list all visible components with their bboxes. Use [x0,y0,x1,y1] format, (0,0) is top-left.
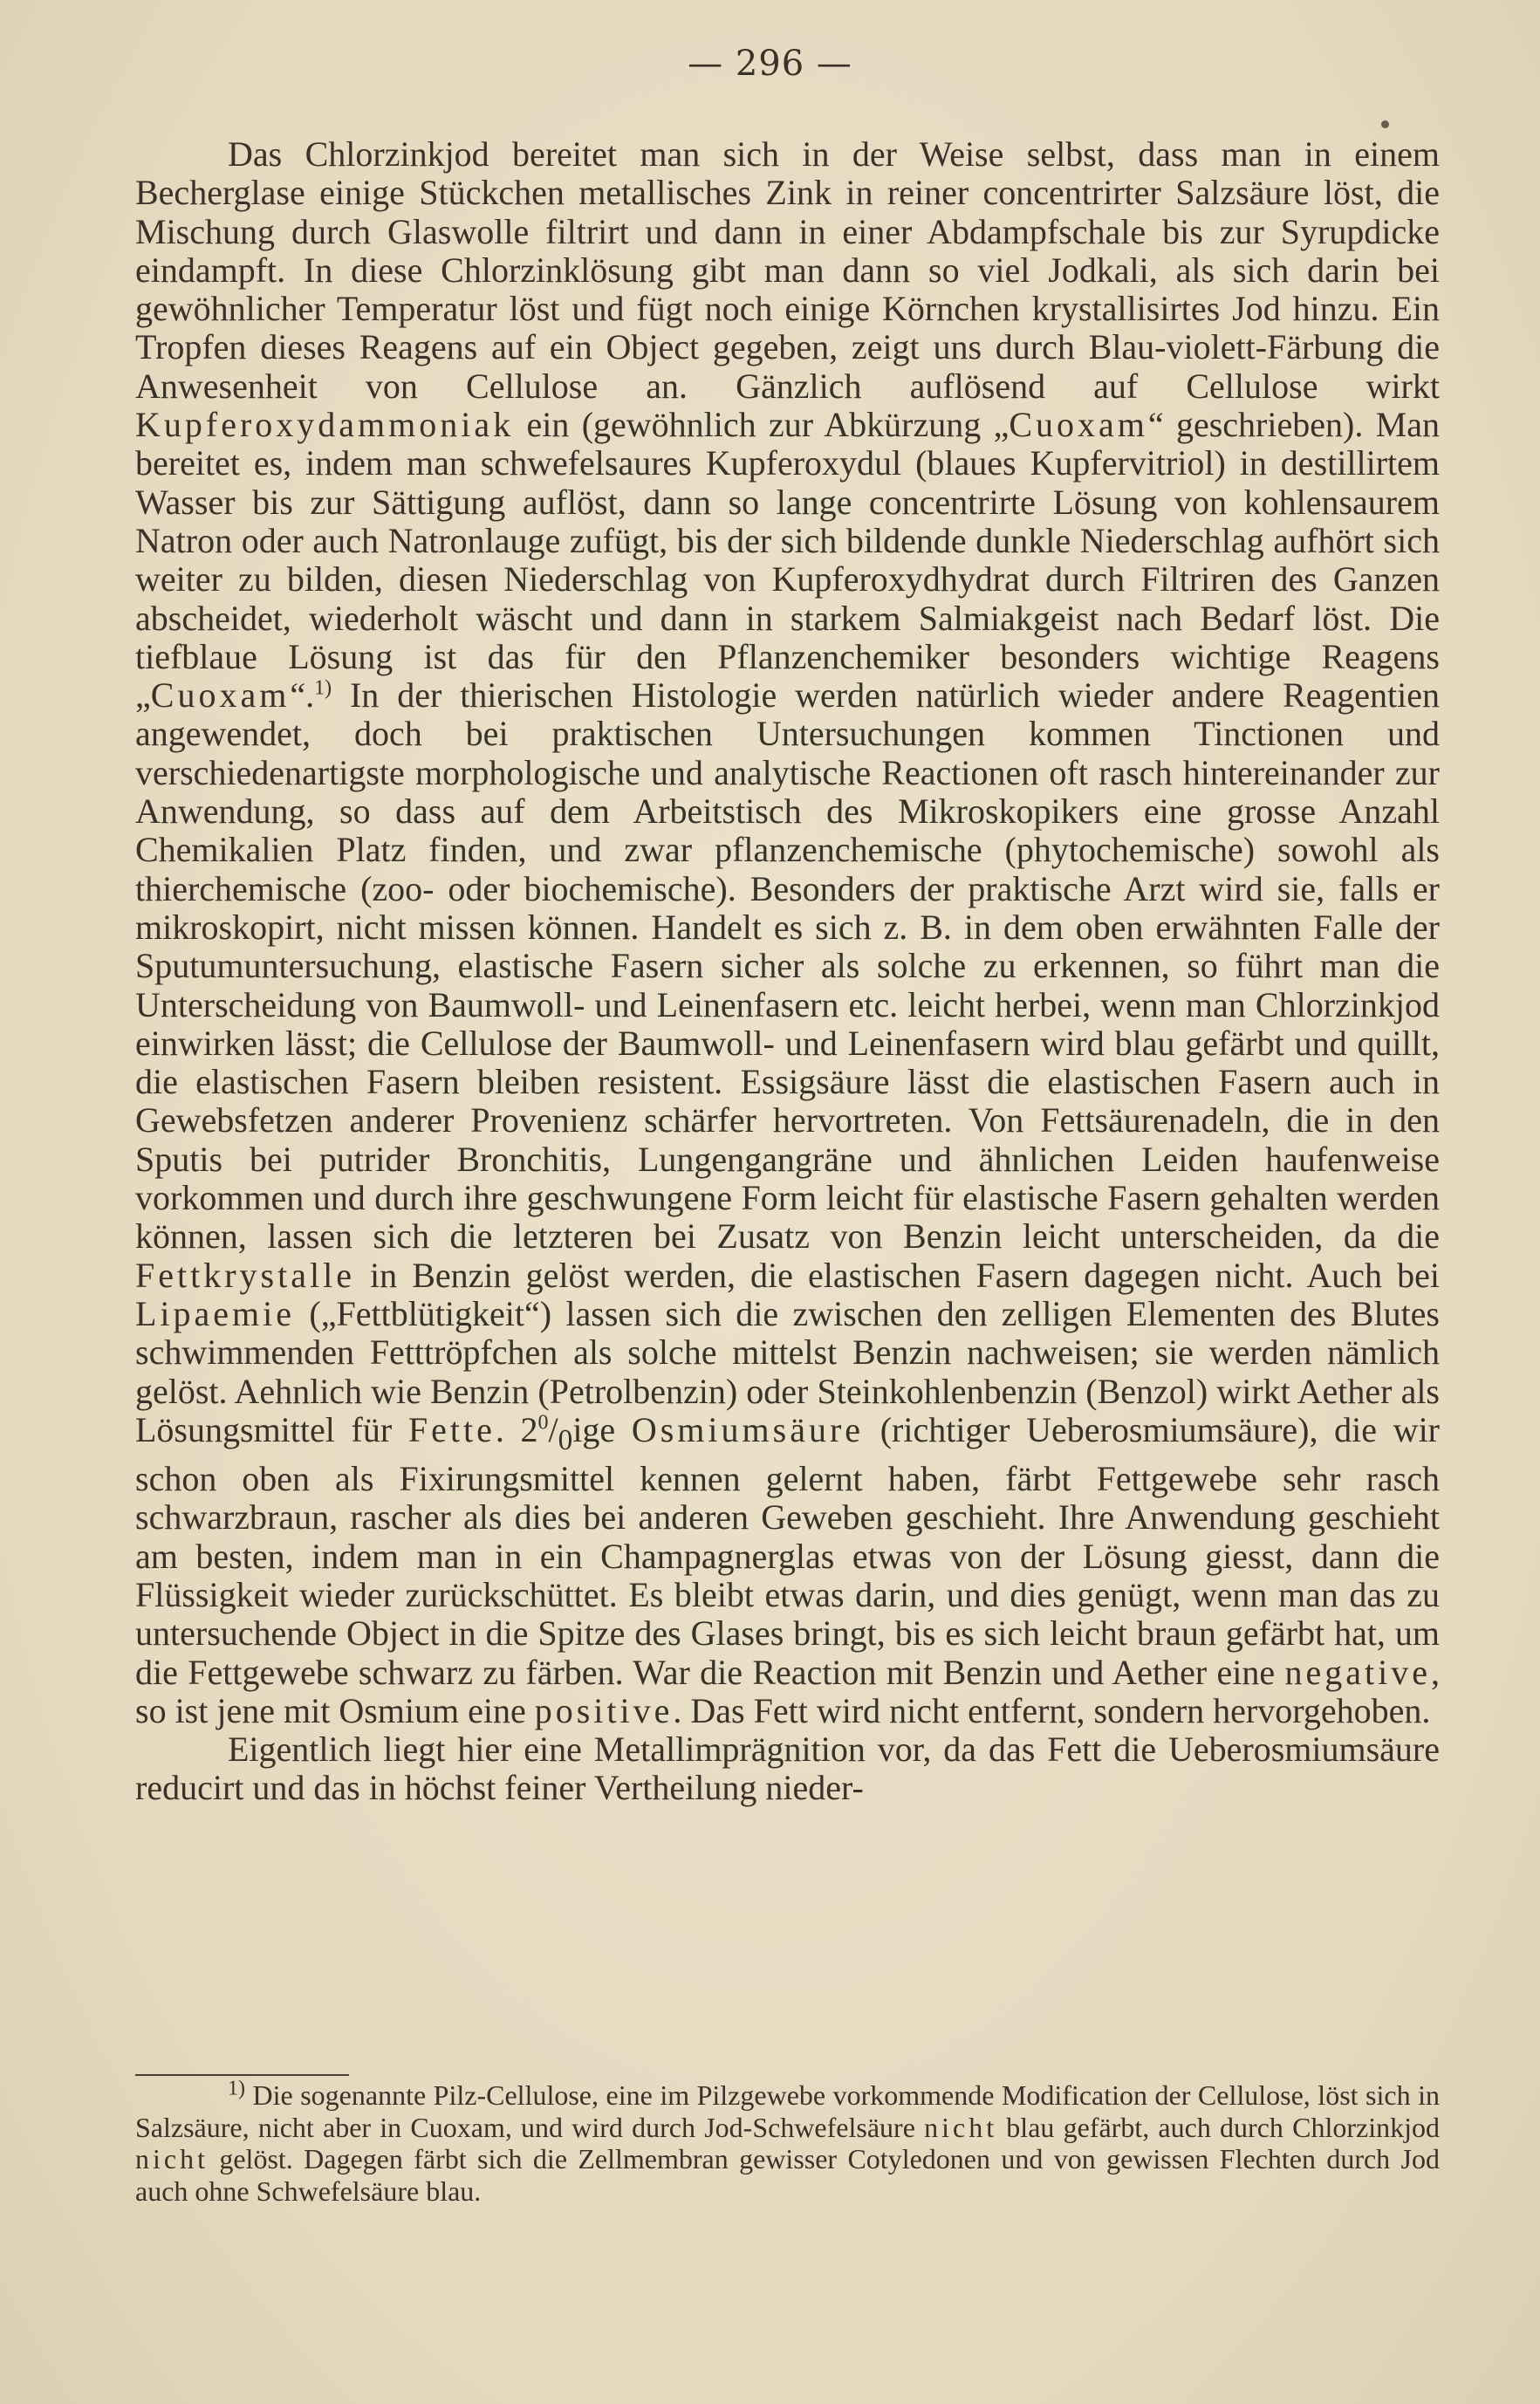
text-run: Die sogenannte Pilz-Cellulose, eine im Pilzgewebe vorkommende Modification der Cellulose, löst sich in Salzsäure, nicht aber in Cuoxam, und wird durch Jod-Schwefelsäure [135,2079,1440,2143]
body-text [135,135,1440,1808]
text-run: gelöst. Dagegen färbt sich die Zellmembran gewisser Cotyledonen und von gewissen Flechten durch Jod auch ohne Schwefelsäure blau. [135,2143,1440,2207]
text-run: („Fettblütigkeit“) lassen sich die zwischen den zelligen Elementen des Blutes schwimmenden Fetttröpfchen als solche mittelst Benzin nachweisen; sie werden nämlich gelöst. Aehnlich wie Benzin (Petrolbenzin) oder Steinkohlenbenzin (Benzol) wirkt Aether als Lösungsmittel für [135,1293,1440,1449]
text-run: / [548,1409,558,1449]
spaced-term: nicht [924,2111,998,2143]
text-run: Eigentlich liegt hier eine Metallimprägnition vor, da das Fett die Ueberosmiumsäure reducirt und das in höchst feiner Vertheilung nieder- [135,1729,1440,1808]
text-run: . 2 [495,1409,538,1449]
text-run: in Benzin gelöst werden, die elastischen Fasern dagegen nicht. Auch bei [354,1255,1440,1295]
text-run: Das Chlorzinkjod bereitet man sich in der Weise selbst, dass man in einem Becherglase einige Stückchen metallisches Zink in reiner concentrirter Salzsäure löst, die Mischung durch Glaswolle filtrirt und dann in einer Abdampfschale bis zur Syrupdicke eindampft. In diese Chlorzinklösung gibt man dann so viel Jodkali, als sich darin bei gewöhnlicher Temperatur löst und fügt noch einige Körnchen krystallisirtes Jod hinzu. Ein Tropfen dieses Reagens auf ein Object gegeben, zeigt uns durch Blau-violett-Färbung die Anwesenheit von Cellulose an. Gänzlich auflösend auf Cellulose wirkt [135,134,1440,406]
subscript: 0 [558,1423,573,1456]
text-run: (richtiger Ueberosmiumsäure), die wir schon oben als Fixirungsmittel kennen gelernt haben, färbt Fettgewebe sehr rasch schwarzbraun, rascher als dies bei anderen Geweben geschieht. Ihre Anwendung geschieht am besten, indem man in ein Champagnerglas etwas von der Lösung giesst, dann die Flüssigkeit wieder zurückschüttet. Es bleibt etwas darin, und dies genügt, wenn man das zu untersuchende Object in die Spitze des Glases bringt, bis es sich leicht braun gefärbt hat, um die Fettgewebe schwarz zu färben. War die Reaction mit Benzin und Aether eine [135,1409,1441,1692]
spaced-term: Kupferoxydammoniak [135,405,515,445]
footnote-rule [135,2074,349,2076]
text-run: , so ist jene mit Osmium eine [135,1652,1440,1730]
print-speck [1381,120,1389,128]
spaced-term: Fette [407,1409,496,1449]
paragraph-2 [135,1730,1440,1808]
text-run: “ geschrieben). Man bereitet es, indem man schwefelsaures Kupferoxydul (blaues Kupfervitriol) in destillirtem Wasser bis zur Sättigung auflöst, dann so lange concentrirte Lösung von kohlensaurem Natron oder auch Natronlauge zufügt, bis der sich bildende dunkle Niederschlag aufhört sich weiter zu bilden, diesen Niederschlag von Kupferoxydhydrat durch Filtriren des Ganzen abscheidet, wiederholt wäscht und dann in starkem Salmiakgeist nach Bedarf löst. Die tiefblaue Lösung ist das für den Pflanzenchemiker besonders wichtige Reagens „ [135,405,1440,716]
footnote-text [135,2079,1440,2207]
paragraph-1 [135,135,1440,1730]
spaced-term: Osmiumsäure [631,1409,865,1449]
spaced-term: Cuoxam [1009,405,1148,445]
text-run: “. [290,675,315,716]
spaced-term: nicht [135,2143,209,2175]
superscript: 0 [537,1411,549,1435]
text-run: blau gefärbt, auch durch Chlorzinkjod [997,2111,1441,2143]
spaced-term: Lipaemie [135,1293,296,1333]
spaced-term: negative [1284,1652,1431,1692]
text-run: In der thierischen Histologie werden natürlich wieder andere Reagentien angewendet, doch bei praktischen Untersuchungen kommen Tinctionen und verschiedenartigste morphologische und analytische Reactionen oft rasch hintereinander zur Anwendung, so dass auf dem Arbeitstisch des Mikroskopikers eine grosse Anzahl Chemikalien Platz finden, und zwar pflanzenchemische (phytochemische) sowohl als thierchemische (zoo- oder biochemische). Besonders der praktische Arzt wird sie, falls er mikroskopirt, nicht missen können. Handelt es sich z. B. in dem oben erwähnten Falle der Sputumuntersuchung, elastische Fasern sicher als solche zu erkennen, so führt man die Unterscheidung von Baumwoll- und Leinenfasern etc. leicht herbei, wenn man Chlorzinkjod einwirken lässt; die Cellulose der Baumwoll- und Leinenfasern wird blau gefärbt und quillt, die elastischen Fasern bleiben resistent. Essigsäure lässt die elastischen Fasern auch in Gewebsfetzen anderer Provenienz schärfer hervortreten. Von Fettsäurenadeln, die in den Sputis bei putrider Bronchitis, Lungengangräne und ähnlichen Leiden haufenweise vorkommen und durch ihre geschwungene Form leicht für elastische Fasern gehalten werden können, lassen sich die letzteren bei Zusatz von Benzin leicht unterscheiden, da die [135,675,1440,1257]
text-run: . Das Fett wird nicht entfernt, sondern hervorgehoben. [673,1690,1431,1730]
page-number: — 296 — [688,44,852,84]
superscript: 1) [314,676,332,700]
text-run: ein (gewöhnlich zur Abkürzung „ [514,405,1010,445]
spaced-term: positive [534,1690,674,1730]
superscript: 1) [228,2077,245,2100]
footnote [135,2079,1440,2207]
text-run: ige [572,1409,632,1449]
spaced-term: Fettkrystalle [135,1255,355,1295]
spaced-term: Cuoxam [150,675,291,716]
